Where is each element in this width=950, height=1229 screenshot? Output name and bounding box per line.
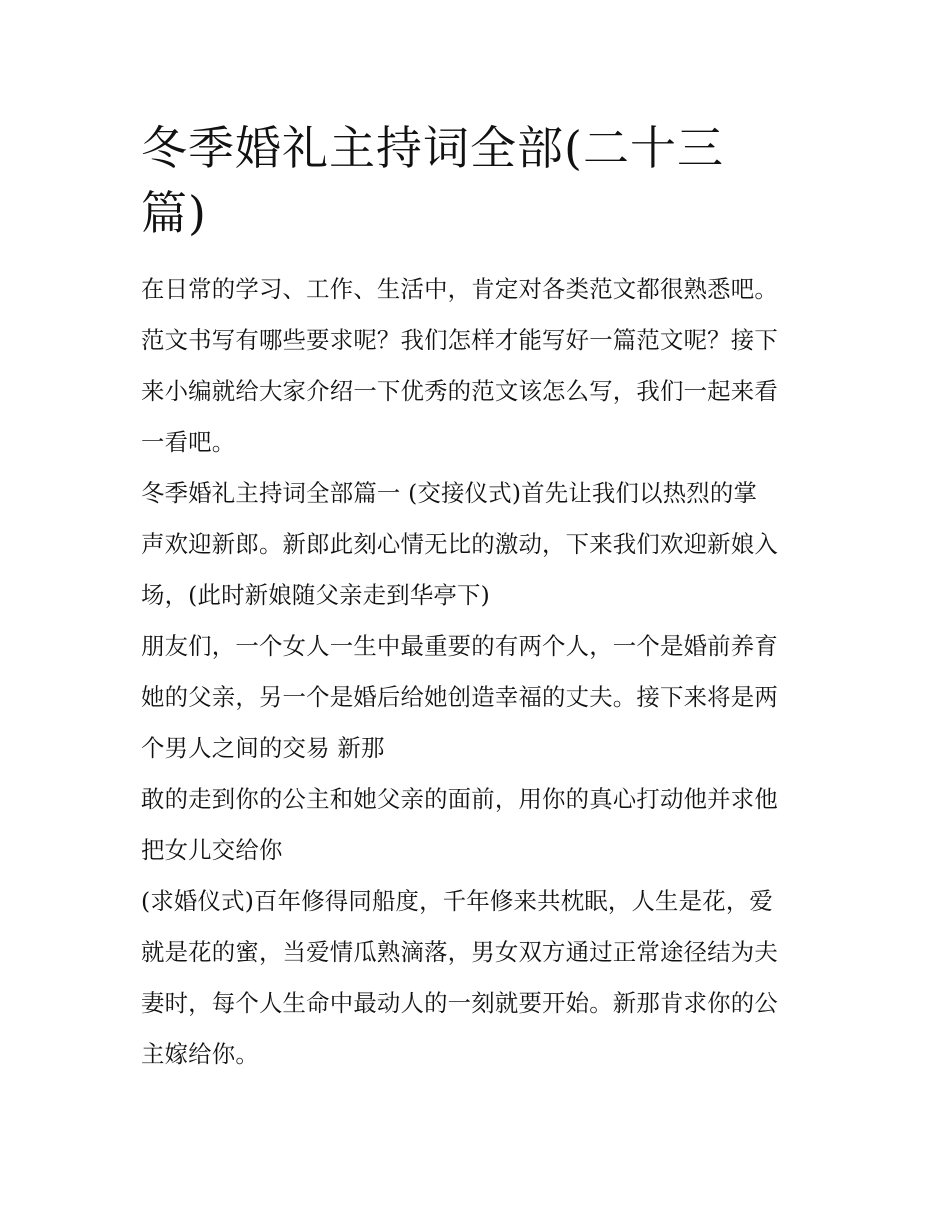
text-line: 场，(此时新娘随父亲走到华亭下) xyxy=(141,581,490,609)
paragraph-section-one xyxy=(141,468,813,621)
paragraph-proposal xyxy=(141,876,813,1080)
text-line: 朋友们，一个女人一生中最重要的有两个人，一个是婚前养育 xyxy=(141,632,778,660)
paragraph-friends xyxy=(141,621,813,774)
text-line: 声欢迎新郎。新郎此刻心情无比的激动，下来我们欢迎新娘入 xyxy=(141,530,778,558)
paragraph-approach xyxy=(141,774,813,876)
text-line: 就是花的蜜，当爱情瓜熟滴落，男女双方通过正常途径结为夫 xyxy=(141,938,778,966)
document-body xyxy=(141,264,813,1080)
title-line: 冬季婚礼主持词全部(二十三 xyxy=(141,121,724,175)
text-line: 她的父亲，另一个是婚后给她创造幸福的丈夫。接下来将是两 xyxy=(141,683,778,711)
text-line: 妻时，每个人生命中最动人的一刻就要开始。新那肯求你的公 xyxy=(141,989,778,1017)
text-line: 来小编就给大家介绍一下优秀的范文该怎么写，我们一起来看 xyxy=(141,377,778,405)
text-line: 范文书写有哪些要求呢？我们怎样才能写好一篇范文呢？接下 xyxy=(141,326,778,354)
document-page xyxy=(141,116,813,1080)
text-line: 敢的走到你的公主和她父亲的面前，用你的真心打动他并求他 xyxy=(141,785,778,813)
text-line: 冬季婚礼主持词全部篇一 (交接仪式)首先让我们以热烈的掌 xyxy=(141,479,758,507)
title-line: 篇) xyxy=(141,186,207,240)
text-line: 个男人之间的交易 新那 xyxy=(141,734,385,762)
text-line: (求婚仪式)百年修得同船度，千年修来共枕眠，人生是花，爱 xyxy=(141,887,774,915)
text-line: 一看吧。 xyxy=(141,428,236,456)
text-line: 在日常的学习、工作、生活中，肯定对各类范文都很熟悉吧。 xyxy=(141,275,778,303)
document-title xyxy=(141,116,781,246)
paragraph-intro xyxy=(141,264,813,468)
text-line: 主嫁给你。 xyxy=(141,1040,259,1068)
text-line: 把女儿交给你 xyxy=(141,836,283,864)
